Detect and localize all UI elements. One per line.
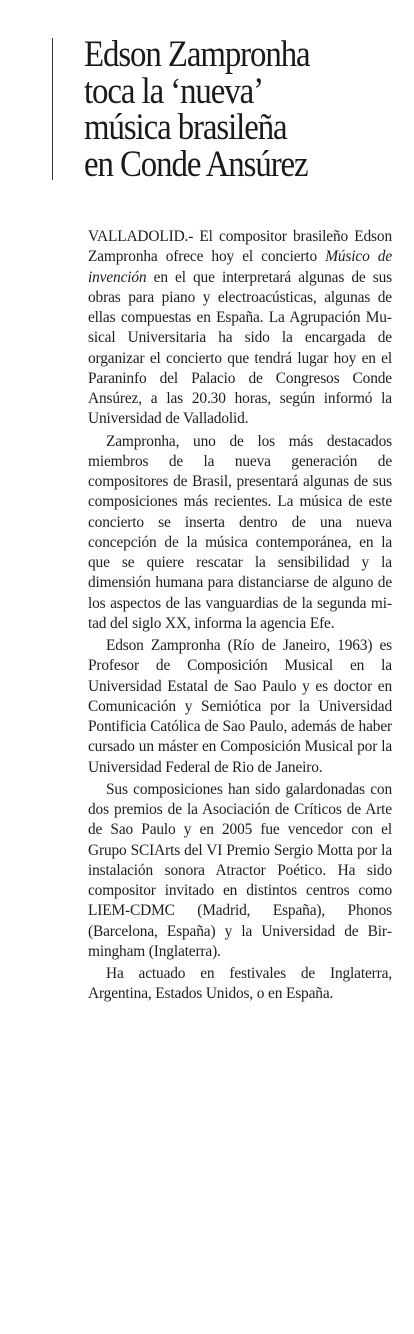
article-paragraph: Ha actuado en festivales de Inglaterra, Argentina, Estados Unidos, o en España. bbox=[88, 965, 392, 1003]
headline-line: en Conde Ansúrez bbox=[84, 142, 308, 184]
article-paragraph: Sus composiciones han sido galardonadas con dos premios de la Asociación de Críticos de Arte de Sao Paulo y en 2005 fue vencedor con el Grupo SCIArts del VI Premio Sergio Motta por la instalación sonora Atractor Poético. Ha sido compositor invitado en distintos centros como LIEM-CDMC (Madrid, España), Phonos (Barcelona, España) y la Universidad de Birmingham (Inglaterra). bbox=[88, 780, 392, 960]
dateline: VALLADOLID.- bbox=[88, 228, 194, 245]
concert-title: Músico de invención bbox=[88, 248, 392, 286]
headline-line: Edson Zampronha bbox=[84, 33, 310, 74]
headline-rule bbox=[52, 38, 53, 180]
paragraph-text: El compositor brasileño Edson Zampronha ofrece hoy el concierto bbox=[88, 228, 392, 266]
headline bbox=[84, 33, 372, 184]
article-paragraph: Zampronha, uno de los más destacados miembros de la nueva generación de compositores de Brasil, presentará algunas de sus composiciones más recientes. La música de este concierto se inserta dentro de una nueva concepción de la música contemporánea, en la que se quiere rescatar la sensibilidad y la dimensión humana para distanciarse de alguno de los aspectos de las vanguardias de la segunda mitad del siglo XX, informa la agencia Efe. bbox=[88, 432, 392, 632]
article-paragraph bbox=[88, 227, 392, 430]
headline-line: música brasileña bbox=[84, 106, 287, 147]
article-body bbox=[88, 227, 392, 1005]
headline-line: toca la ‘nueva’ bbox=[84, 69, 263, 111]
paragraph-text: en el que interpretará algunas de sus obras para piano y electroacústicas, algunas de ellas compuestas en España. La Agrupación Musical Universitaria ha sido la encargada de organizar el concierto que tendrá lugar hoy en el Paraninfo del Palacio de Congresos Conde Ansúrez, a las 20.30 horas, según informó la Universidad de Valladolid. bbox=[88, 268, 392, 428]
article-paragraph: Edson Zampronha (Río de Janeiro, 1963) es Profesor de Composición Musical en la Universidad Estatal de Sao Paulo y es doctor en Comunicación y Semiótica por la Universidad Pontificia Católica de Sao Paulo, además de haber cursado un máster en Composición Musical por la Universidad Federal de Rio de Janeiro. bbox=[88, 637, 392, 776]
